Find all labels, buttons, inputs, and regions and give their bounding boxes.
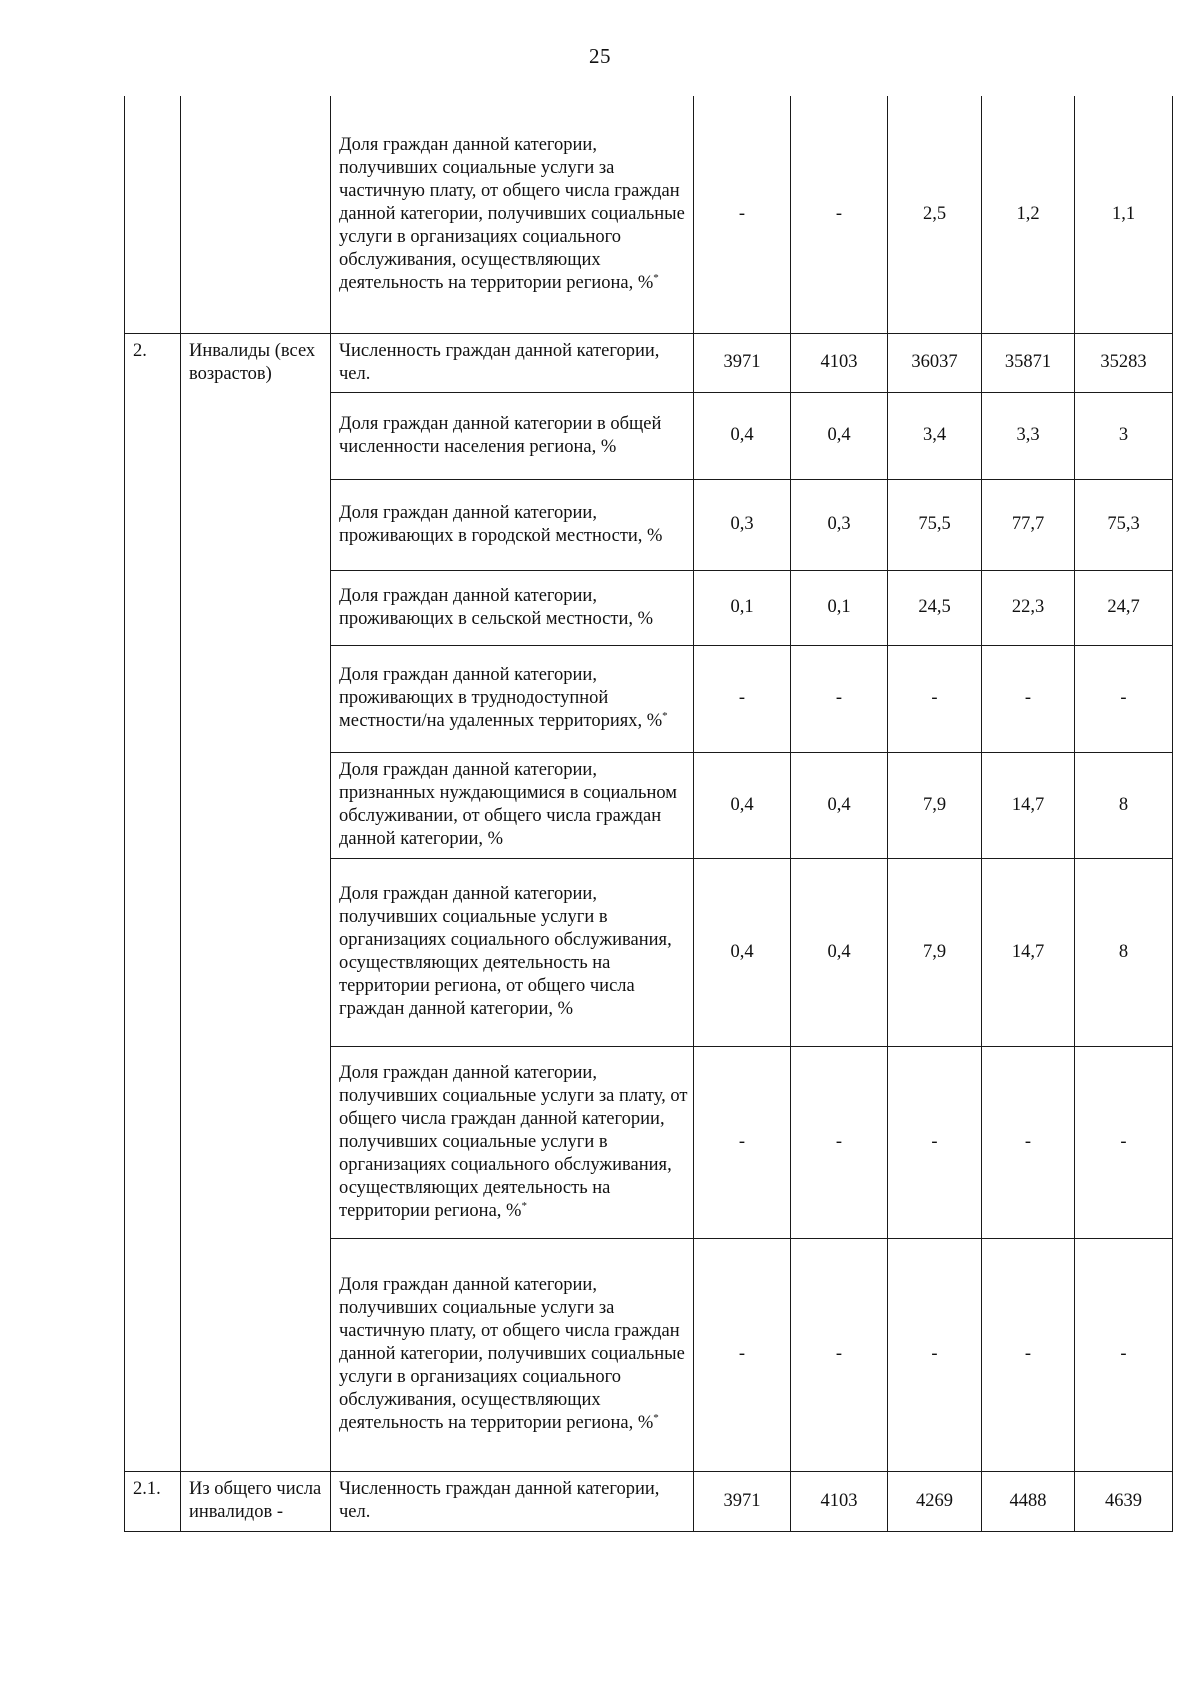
table-row <box>125 333 1173 392</box>
value-cell: 4103 <box>791 1471 888 1531</box>
value-cell: 36037 <box>888 333 982 392</box>
table-row <box>125 96 1173 333</box>
value-cell: 4488 <box>982 1471 1075 1531</box>
value-cell: 75,3 <box>1075 479 1173 570</box>
value-cell: - <box>888 1238 982 1471</box>
value-cell: - <box>1075 645 1173 752</box>
value-cell: - <box>791 1238 888 1471</box>
indicator-text: Доля граждан данной категории, получивших социальные услуги за плату, от общего числа граждан данной категории, получивших социальные услуги в организациях социального обслуживания, осуществляющих деятельность на территории региона, % <box>339 1062 688 1221</box>
row-number: 2.1. <box>125 1471 181 1531</box>
value-cell: 8 <box>1075 858 1173 1046</box>
footnote-mark: * <box>653 271 659 284</box>
value-cell: 77,7 <box>982 479 1075 570</box>
value-cell: 1,1 <box>1075 96 1173 333</box>
value-cell: - <box>888 645 982 752</box>
value-cell: - <box>888 1046 982 1238</box>
indicator-text: Доля граждан данной категории, проживающих в городской местности, % <box>339 502 663 546</box>
page-number: 25 <box>589 44 611 68</box>
value-cell: 24,7 <box>1075 570 1173 645</box>
indicator-cell <box>331 96 694 333</box>
value-cell: 4103 <box>791 333 888 392</box>
value-cell: 8 <box>1075 752 1173 858</box>
value-cell: 0,4 <box>694 752 791 858</box>
value-cell: 14,7 <box>982 752 1075 858</box>
row-category: Инвалиды (всех возрастов) <box>181 333 331 1471</box>
value-cell: 0,3 <box>694 479 791 570</box>
indicator-cell <box>331 1046 694 1238</box>
value-cell: 0,4 <box>791 752 888 858</box>
value-cell: - <box>982 645 1075 752</box>
row-category <box>181 96 331 333</box>
value-cell: - <box>791 96 888 333</box>
indicator-text: Численность граждан данной категории, чел. <box>339 1479 660 1522</box>
indicator-text: Доля граждан данной категории, проживающих в сельской местности, % <box>339 585 654 629</box>
indicator-cell <box>331 392 694 479</box>
indicator-cell <box>331 1238 694 1471</box>
value-cell: 2,5 <box>888 96 982 333</box>
value-cell: 35871 <box>982 333 1075 392</box>
indicator-cell <box>331 1471 694 1531</box>
value-cell: - <box>694 1046 791 1238</box>
value-cell: 22,3 <box>982 570 1075 645</box>
value-cell: 0,1 <box>694 570 791 645</box>
footnote-mark: * <box>653 1411 659 1424</box>
value-cell: - <box>694 96 791 333</box>
value-cell: - <box>791 645 888 752</box>
value-cell: - <box>694 645 791 752</box>
value-cell: 0,1 <box>791 570 888 645</box>
footnote-mark: * <box>521 1199 527 1212</box>
value-cell: 14,7 <box>982 858 1075 1046</box>
indicator-text: Доля граждан данной категории, получивших социальные услуги в организациях социального обслуживания, осуществляющих деятельность на территории региона, от общего числа граждан данной категории, % <box>339 884 672 1019</box>
value-cell: 3,4 <box>888 392 982 479</box>
value-cell: 35283 <box>1075 333 1173 392</box>
value-cell: - <box>1075 1238 1173 1471</box>
row-number: 2. <box>125 333 181 1471</box>
value-cell: - <box>982 1238 1075 1471</box>
value-cell: - <box>1075 1046 1173 1238</box>
value-cell: 0,4 <box>791 858 888 1046</box>
indicator-cell <box>331 752 694 858</box>
indicator-cell <box>331 858 694 1046</box>
value-cell: 0,3 <box>791 479 888 570</box>
statistics-table <box>124 96 1173 1532</box>
value-cell: 3,3 <box>982 392 1075 479</box>
indicator-text: Доля граждан данной категории, получивших социальные услуги за частичную плату, от общего числа граждан данной категории, получивших социальные услуги в организациях социального обслуживания, осуществляющих деятельность на территории региона, % <box>339 134 685 293</box>
value-cell: 7,9 <box>888 858 982 1046</box>
indicator-cell <box>331 479 694 570</box>
value-cell: 3971 <box>694 1471 791 1531</box>
value-cell: 0,4 <box>694 392 791 479</box>
indicator-cell <box>331 333 694 392</box>
footnote-mark: * <box>662 709 668 722</box>
indicator-text: Доля граждан данной категории, получивших социальные услуги за частичную плату, от общего числа граждан данной категории, получивших социальные услуги в организациях социального обслуживания, осуществляющих деятельность на территории региона, % <box>339 1275 685 1433</box>
value-cell: 4639 <box>1075 1471 1173 1531</box>
indicator-text: Доля граждан данной категории, проживающих в труднодоступной местности/на удаленных территориях, % <box>339 665 663 731</box>
indicator-cell <box>331 570 694 645</box>
row-category: Из общего числа инвалидов - <box>181 1471 331 1531</box>
value-cell: 7,9 <box>888 752 982 858</box>
row-number <box>125 96 181 333</box>
value-cell: - <box>791 1046 888 1238</box>
value-cell: 4269 <box>888 1471 982 1531</box>
value-cell: - <box>982 1046 1075 1238</box>
value-cell: 24,5 <box>888 570 982 645</box>
indicator-text: Численность граждан данной категории, чел. <box>339 340 660 384</box>
value-cell: 0,4 <box>694 858 791 1046</box>
indicator-cell <box>331 645 694 752</box>
value-cell: 3971 <box>694 333 791 392</box>
table-row <box>125 1471 1173 1531</box>
indicator-text: Доля граждан данной категории, признанных нуждающимися в социальном обслуживании, от общего числа граждан данной категории, % <box>339 760 677 849</box>
value-cell: 0,4 <box>791 392 888 479</box>
value-cell: 3 <box>1075 392 1173 479</box>
value-cell: - <box>694 1238 791 1471</box>
value-cell: 1,2 <box>982 96 1075 333</box>
indicator-text: Доля граждан данной категории в общей численности населения региона, % <box>339 413 662 457</box>
value-cell: 75,5 <box>888 479 982 570</box>
